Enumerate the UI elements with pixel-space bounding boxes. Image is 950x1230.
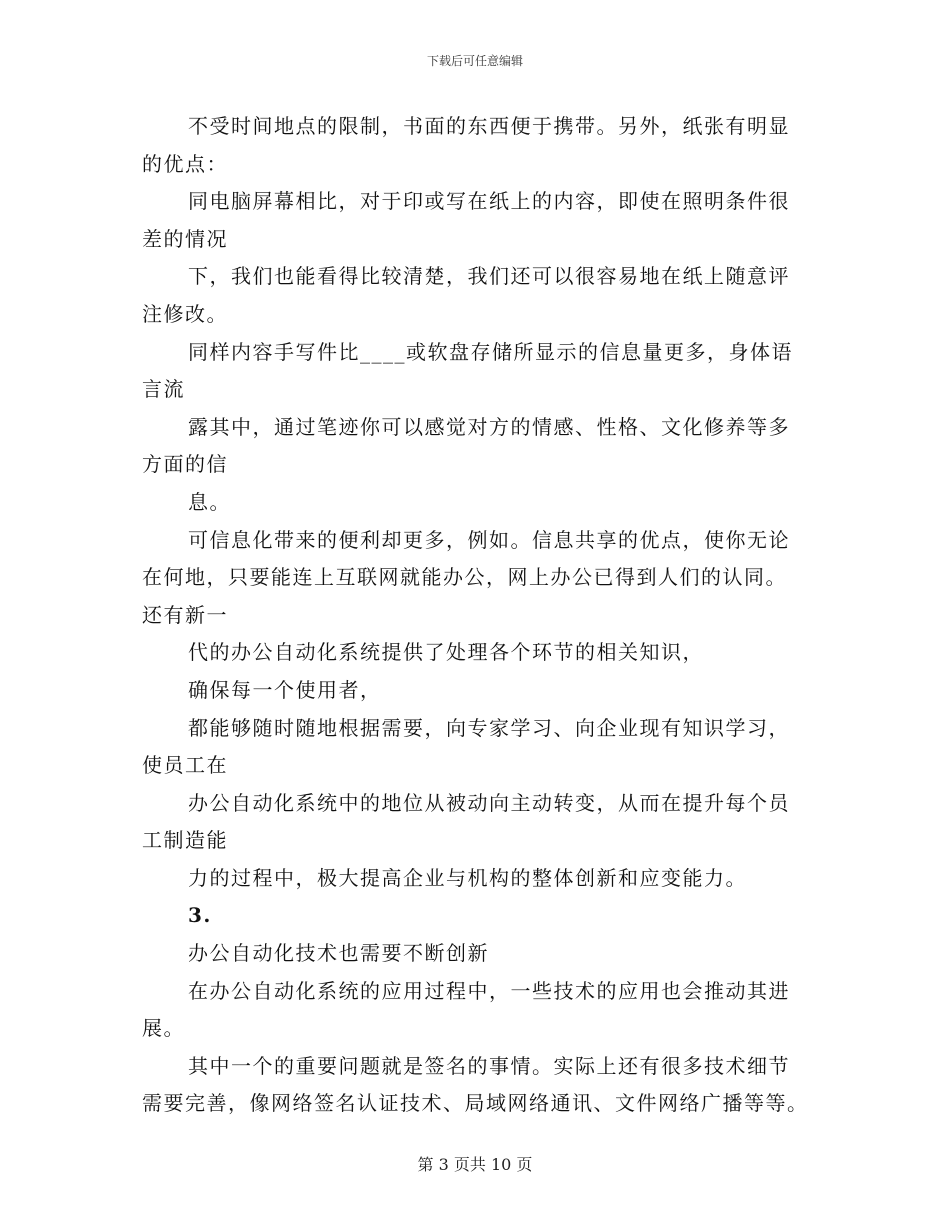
text-line: 在办公自动化系统的应用过程中，一些技术的应用也会推动其进 [188, 978, 790, 1003]
text-line: 方面的信 [142, 452, 228, 477]
text-line: 需要完善，像网络签名认证技术、局域网络通讯、文件网络广播等等。 [142, 1091, 809, 1116]
text-line: 差的情况 [142, 226, 228, 251]
text-line: 同样内容手写件比____或软盘存储所显示的信息量更多，身体语 [188, 339, 793, 364]
text-line: 还有新一 [142, 602, 228, 627]
text-line: 注修改。 [142, 301, 228, 326]
text-line: 下，我们也能看得比较清楚，我们还可以很容易地在纸上随意评 [188, 264, 790, 289]
text-line: 不受时间地点的限制，书面的东西便于携带。另外，纸张有明显 [188, 114, 790, 138]
text-line: 办公自动化系统中的地位从被动向主动转变，从而在提升每个员 [188, 790, 790, 815]
text-line: 可信息化带来的便利却更多，例如。信息共享的优点，使你无论 [188, 527, 790, 552]
text-line: 言流 [142, 377, 185, 402]
text-line: 办公自动化技术也需要不断创新 [188, 941, 489, 966]
text-line: 的优点： [142, 151, 228, 176]
text-line: 息。 [188, 489, 231, 514]
text-line: 其中一个的重要问题就是签名的事情。实际上还有很多技术细节 [188, 1053, 790, 1078]
text-line: 使员工在 [142, 753, 228, 778]
text-line: 力的过程中，极大提高企业与机构的整体创新和应变能力。 [188, 865, 747, 890]
text-line: 展。 [142, 1016, 185, 1041]
page-footer: 第 3 页共 10 页 [417, 1155, 533, 1174]
text-line: 工制造能 [142, 828, 228, 853]
text-line: 代的办公自动化系统提供了处理各个环节的相关知识， [188, 640, 704, 665]
text-line: 露其中，通过笔迹你可以感觉对方的情感、性格、文化修养等多 [188, 414, 790, 439]
text-line: 确保每一个使用者， [188, 677, 382, 702]
text-line: 3. [188, 903, 212, 928]
text-line: 都能够随时随地根据需要，向专家学习、向企业现有知识学习， [188, 715, 790, 740]
document-body [142, 108, 810, 1123]
page-header: 下载后可任意编辑 [426, 54, 523, 68]
text-line: 在何地，只要能连上互联网就能办公，网上办公已得到人们的认同。 [142, 565, 787, 590]
text-line: 同电脑屏幕相比，对于印或写在纸上的内容，即使在照明条件很 [188, 189, 790, 214]
